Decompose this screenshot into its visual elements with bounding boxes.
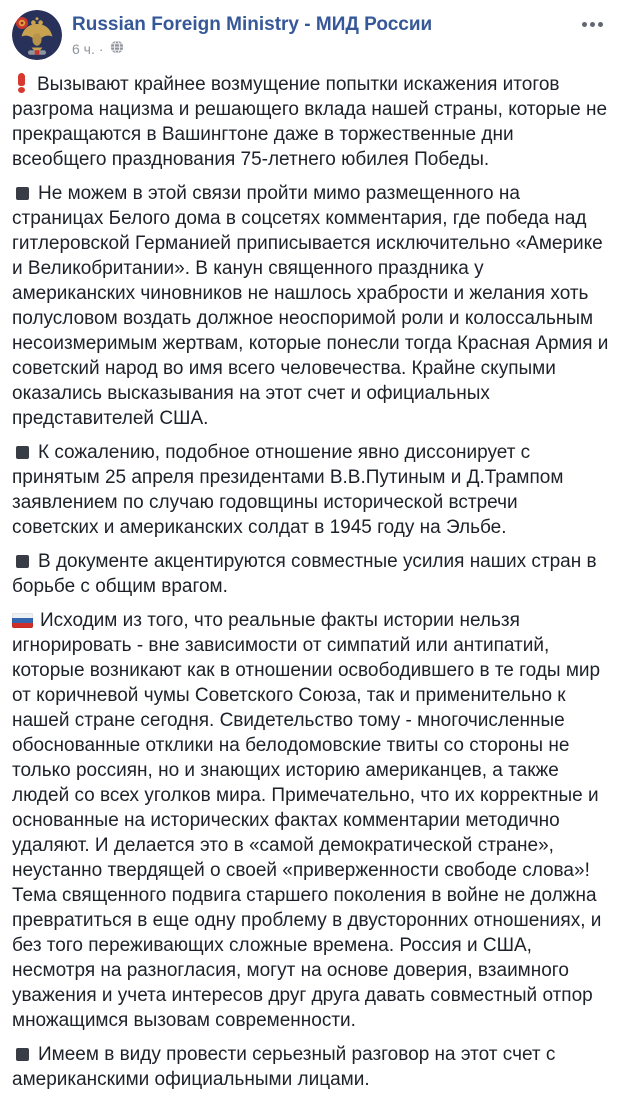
post-header [0, 0, 621, 66]
red-exclamation-icon [17, 73, 26, 93]
paragraph-text: Имеем в виду провести серьезный разговор на этот счет с американскими официальными лицами. [12, 1044, 556, 1090]
black-square-icon [16, 446, 29, 459]
post-text [0, 66, 621, 1106]
paragraph-text: Вызывают крайнее возмущение попытки искажения итогов разгрома нацизма и решающего вклада нашей страны, которые не прекращаются в Вашингтоне даже в торжественные дни всеобщего празднования 75-летнего юбилея Победы. [12, 74, 608, 170]
meta-separator: · [98, 40, 104, 57]
ru-flag-icon [12, 613, 33, 628]
page-name-link[interactable]: Russian Foreign Ministry - МИД России [72, 14, 433, 35]
timestamp-link[interactable]: 6 ч. [72, 40, 95, 57]
post-paragraph [12, 181, 609, 431]
mid-emblem-icon [12, 10, 62, 60]
paragraph-text: К сожалению, подобное отношение явно диссонирует с принятым 25 апреля президентами В.В.Путиным и Д.Трампом заявлением по случаю годовщины исторической встречи советских и американских солдат в 1945 году на Эльбе. [12, 442, 564, 538]
ellipsis-icon [582, 22, 587, 27]
post-paragraph [12, 440, 609, 540]
paragraph-text: Не можем в этой связи пройти мимо размещенного на страницах Белого дома в соцсетях комментария, где победа над гитлеровской Германией приписывается исключительно «Америке и Великобритании». В канун священного праздника у американских чиновников не нашлось храбрости и желания хоть полусловом воздать должное неоспоримой роли и колоссальным несоизмеримым жертвам, которые понесли тогда Красная Армия и советский народ во имя всего человечества. Крайне скупыми оказались высказывания на этот счет и официальных представителей США. [12, 183, 609, 429]
paragraph-text: Исходим из того, что реальные факты истории нельзя игнорировать - вне зависимости от симпатий или антипатий, которые возникают как в отношении освободившего в те годы мир от коричневой чумы Советского Союза, так и применительно к нашей стране сегодня. Свидетельство тому - многочисленные обоснованные отклики на белодомовские твиты со стороны не только россиян, но и знающих историю американцев, а также людей со всех уголков мира. Примечательно, что их корректные и основанные на исторических фактах комментарии методично удаляют. И делается это в «самой демократической стране», неустанно твердящей о своей «приверженности свободе слова»! Тема священного подвига старшего поколения в войне не должна превратиться в еще одну проблему в двусторонних отношениях, и без того переживающих сложные времена. Россия и США, несмотря на разногласия, могут на основе доверия, взаимного уважения и учета интересов друг друга давать совместный отпор множащимся вызовам современности. [12, 610, 602, 1031]
post-paragraph [12, 549, 609, 599]
post-meta-line [72, 40, 576, 57]
post-menu-button[interactable] [576, 12, 609, 37]
post-paragraph [12, 608, 609, 1033]
paragraph-text: В документе акцентируются совместные усилия наших стран в борьбе с общим врагом. [12, 551, 597, 597]
black-square-icon [16, 1048, 29, 1061]
black-square-icon [16, 555, 29, 568]
black-square-icon [16, 187, 29, 200]
page-avatar[interactable] [12, 10, 62, 60]
post-header-meta [72, 10, 576, 57]
post-paragraph [12, 1042, 609, 1092]
ellipsis-icon [598, 22, 603, 27]
privacy-globe-icon [110, 40, 124, 57]
ellipsis-icon [590, 22, 595, 27]
post-paragraph [12, 72, 609, 172]
